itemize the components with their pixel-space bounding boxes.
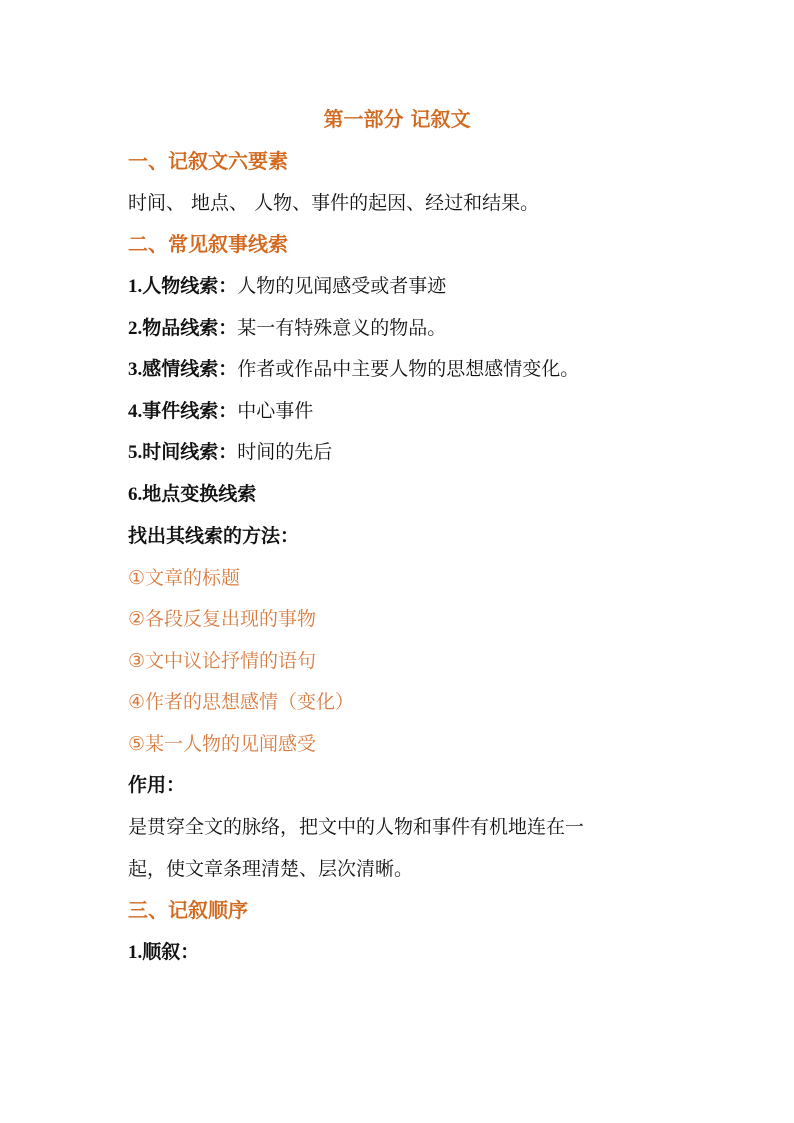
method-item-3: ③文中议论抒情的语句 [128, 650, 317, 672]
clue-item-4 [128, 398, 313, 425]
sequence-item-1-label: 顺叙： [142, 941, 200, 963]
clue-item-1-label: 人物线索： [142, 275, 238, 297]
section-1-body: 时间、 地点、 人物、事件的起因、经过和结果。 [128, 192, 540, 214]
clue-item-5-label: 时间线索： [142, 441, 238, 463]
section-3-heading: 三、记叙顺序 [128, 898, 248, 922]
method-item-5: ⑤某一人物的见闻感受 [128, 733, 317, 755]
method-heading: 找出其线索的方法： [128, 525, 300, 547]
clue-item-5-text: 时间的先后 [237, 441, 333, 463]
effect-line-1: 是贯穿全文的脉络，把文中的人物和事件有机地连在一 [128, 816, 585, 838]
document-title: 第一部分 记叙文 [323, 107, 471, 131]
section-2-heading: 二、常见叙事线索 [128, 232, 288, 256]
clue-item-1-text: 人物的见闻感受或者事迹 [237, 275, 447, 297]
sequence-item-1 [128, 939, 199, 966]
section-1-heading: 一、记叙文六要素 [128, 149, 288, 173]
clue-item-4-text: 中心事件 [237, 400, 314, 422]
clue-item-3-number: 3. [128, 359, 143, 380]
clue-item-2-number: 2. [128, 318, 143, 339]
effect-line-2: 起，使文章条理清楚、层次清晰。 [128, 858, 414, 880]
method-item-1: ①文章的标题 [128, 567, 241, 589]
clue-item-5-number: 5. [128, 442, 143, 463]
clue-item-1-number: 1. [128, 276, 143, 297]
clue-item-6 [128, 481, 256, 508]
clue-item-2-text: 某一有特殊意义的物品。 [237, 317, 447, 339]
method-item-2: ②各段反复出现的事物 [128, 608, 317, 630]
clue-item-1 [128, 273, 446, 300]
sequence-item-1-number: 1. [128, 942, 143, 963]
clue-item-2-label: 物品线索： [142, 317, 238, 339]
clue-item-2 [128, 315, 446, 342]
clue-item-3 [128, 356, 579, 383]
clue-item-4-number: 4. [128, 401, 143, 422]
clue-item-3-label: 感情线索： [142, 358, 238, 380]
clue-item-5 [128, 439, 332, 466]
clue-item-3-text: 作者或作品中主要人物的思想感情变化。 [237, 358, 580, 380]
clue-item-4-label: 事件线索： [142, 400, 238, 422]
clue-item-6-number: 6. [128, 484, 143, 505]
method-item-4: ④作者的思想感情（变化） [128, 691, 355, 713]
clue-item-6-label: 地点变换线索 [142, 483, 257, 505]
effect-heading: 作用： [128, 774, 186, 796]
